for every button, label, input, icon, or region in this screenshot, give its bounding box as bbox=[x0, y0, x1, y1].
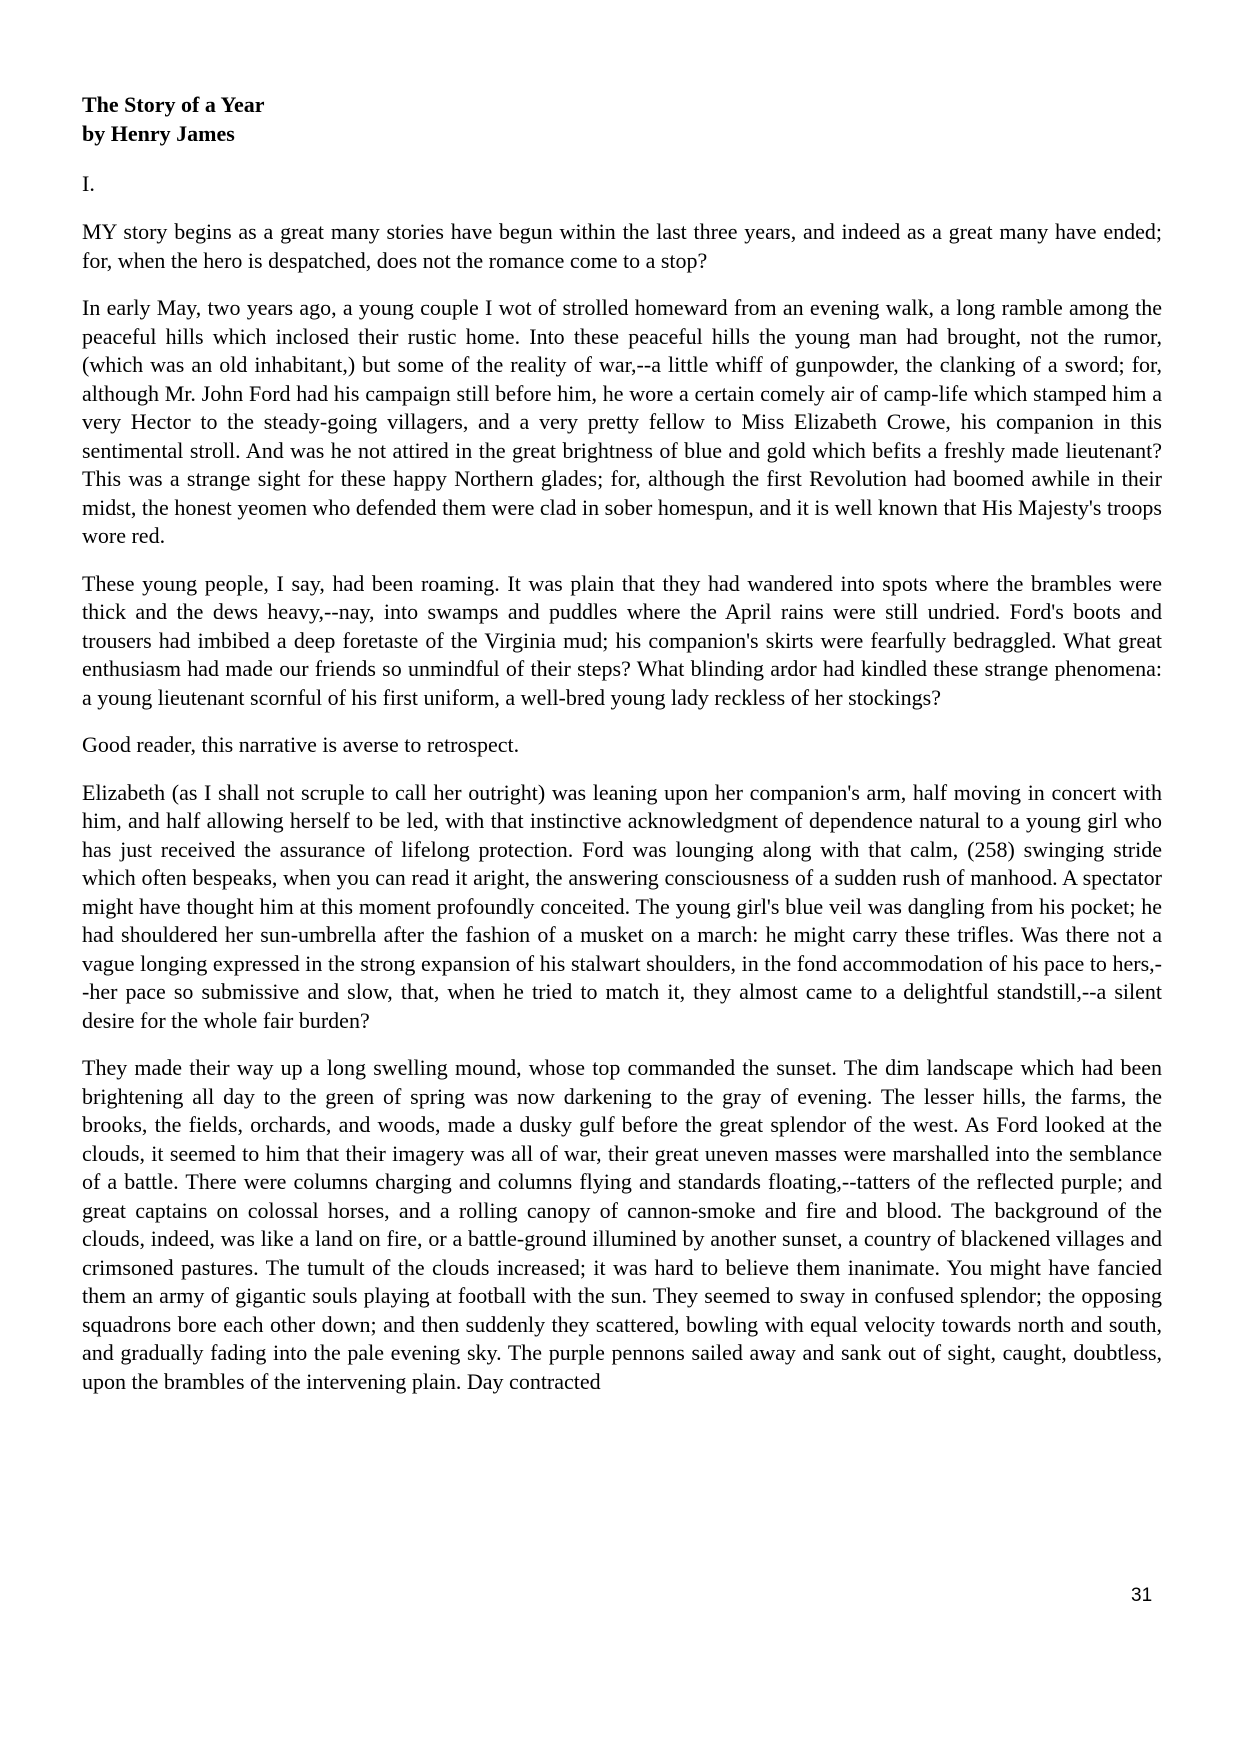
document-title: The Story of a Year bbox=[82, 92, 265, 117]
page-content bbox=[82, 90, 1162, 1415]
title-block bbox=[82, 90, 1162, 148]
paragraph-3: These young people, I say, had been roaming. It was plain that they had wandered into spots where the brambles were thick and the dews heavy,--nay, into swamps and puddles where the April rains were still undried. Ford's boots and trousers had imbibed a deep foretaste of the Virginia mud; his companion's skirts were fearfully bedraggled. What great enthusiasm had made our friends so unmindful of their steps? What blinding ardor had kindled these strange phenomena: a young lieutenant scornful of his first uniform, a well-bred young lady reckless of her stockings? bbox=[82, 570, 1162, 710]
author-line: by Henry James bbox=[82, 121, 235, 146]
paragraph-1: MY story begins as a great many stories have begun within the last three years, and indeed as a great many have ended; for, when the hero is despatched, does not the romance come to a stop? bbox=[82, 219, 1162, 273]
paragraph-4: Good reader, this narrative is averse to retrospect. bbox=[82, 732, 520, 757]
paragraph-2: In early May, two years ago, a young couple I wot of strolled homeward from an evening walk, a long ramble among the peaceful hills which inclosed their rustic home. Into these peaceful hills the young man had brought, not the rumor, (which was an old inhabitant,) but some of the reality of war,--a little whiff of gunpowder, the clanking of a sword; for, although Mr. John Ford had his campaign still before him, he wore a certain comely air of camp-life which stamped him a very Hector to the steady-going villagers, and a very pretty fellow to Miss Elizabeth Crowe, his companion in this sentimental stroll. And was he not attired in the great brightness of blue and gold which befits a freshly made lieutenant? This was a strange sight for these happy Northern glades; for, although the first Revolution had boomed awhile in their midst, the honest yeomen who defended them were clad in sober homespun, and it is well known that His Majesty's troops wore red. bbox=[82, 295, 1162, 548]
paragraph-6: They made their way up a long swelling mound, whose top commanded the sunset. The dim landscape which had been brightening all day to the green of spring was now darkening to the gray of evening. The lesser hills, the farms, the brooks, the fields, orchards, and woods, made a dusky gulf before the great splendor of the west. As Ford looked at the clouds, it seemed to him that their imagery was all of war, their great uneven masses were marshalled into the semblance of a battle. There were columns charging and columns flying and standards floating,--tatters of the reflected purple; and great captains on colossal horses, and a rolling canopy of cannon-smoke and fire and blood. The background of the clouds, indeed, was like a land on fire, or a battle-ground illumined by another sunset, a country of blackened villages and crimsoned pastures. The tumult of the clouds increased; it was hard to believe them inanimate. You might have fancied them an army of gigantic souls playing at football with the sun. They seemed to sway in confused splendor; the opposing squadrons bore each other down; and then suddenly they scattered, bowling with equal velocity towards north and south, and gradually fading into the pale evening sky. The purple pennons sailed away and sank out of sight, caught, doubtless, upon the brambles of the intervening plain. Day contracted bbox=[82, 1055, 1162, 1394]
page-number: 31 bbox=[1131, 1585, 1153, 1606]
chapter-heading: I. bbox=[82, 171, 95, 196]
paragraph-5: Elizabeth (as I shall not scruple to call her outright) was leaning upon her companion's arm, half moving in concert with him, and half allowing herself to be led, with that instinctive acknowledgment of dependence natural to a young girl who has just received the assurance of lifelong protection. Ford was lounging along with that calm, (258) swinging stride which often bespeaks, when you can read it aright, the answering consciousness of a sudden rush of manhood. A spectator might have thought him at this moment profoundly conceited. The young girl's blue veil was dangling from his pocket; he had shouldered her sun-umbrella after the fashion of a musket on a march: he might carry these trifles. Was there not a vague longing expressed in the strong expansion of his stalwart shoulders, in the fond accommodation of his pace to hers,--her pace so submissive and slow, that, when he tried to match it, they almost came to a delightful standstill,--a silent desire for the whole fair burden? bbox=[82, 779, 1162, 1033]
